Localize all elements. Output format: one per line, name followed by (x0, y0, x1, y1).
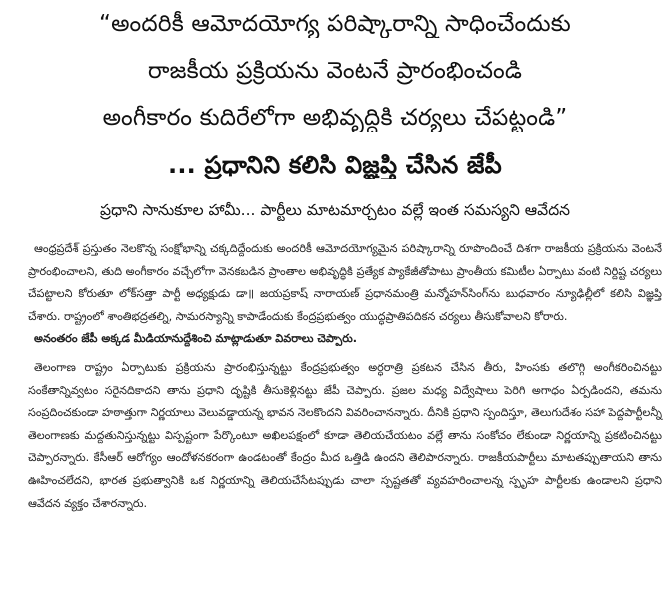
headline-line-2: రాజకీయ ప్రక్రియను వెంటనే ప్రారంభించండి (147, 58, 523, 84)
article-body (28, 238, 662, 515)
headline-line-4: ... ప్రధానిని కలిసి విజ్ఞప్తి చేసిన జేపీ (168, 151, 502, 179)
paragraph-1: ఆంధ్రప్రదేశ్ ప్రస్తుతం నెలకొన్న సంక్షోభాన్ని చక్కదిద్దేందుకు అందరికీ ఆమోదయోగ్యమైన పరిష్కారాన్ని రూపొందించే దిశగా రాజకీయ ప్రక్రియను వెంటనే ప్రారంభించాలని, తుది అంగీకారం వచ్చేలోగా వెనకబడిన ప్రాంతాల అభివృద్ధికి ప్రత్యేక ప్యాకేజీతోపాటు ప్రాంతీయ కమిటీల ఏర్పాటు వంటి నిర్దిష్ట చర్యలు చేపట్టాలని కోరుతూ లోక్‌సత్తా పార్టీ అధ్యక్షుడు డా॥ జయప్రకాష్ నారాయణ్ ప్రధానమంత్రి మన్మోహన్‌సింగ్‌ను బుధవారం న్యూఢిల్లీలో కలిసి విజ్ఞప్తి చేశారు. రాష్ట్రంలో శాంతిభద్రతల్ని, సామరస్యాన్ని కాపాడేందుకు కేంద్రప్రభుత్వం యుద్ధప్రాతిపదికన చర్యలు తీసుకోవాలని కోరారు. (28, 242, 662, 323)
headline-line-3: అంగీకారం కుదిరేలోగా అభివృద్ధికి చర్యలు చేపట్టండి” (102, 105, 568, 131)
paragraph-3: తెలంగాణ రాష్ట్రం ఏర్పాటుకు ప్రక్రియను ప్రారంభిస్తున్నట్టు కేంద్రప్రభుత్వం అర్ధరాత్రి ప్రకటన చేసిన తీరు, హింసకు తలొగ్గి అంగీకరించినట్టు సంకేతాన్నివ్వటం సరైనదికాదని తాను ప్రధాని దృష్టికి తీసుకెళ్లినట్టు జేపీ చెప్పారు. ప్రజల మధ్య విద్వేషాలు పెరిగి అగాధం ఏర్పడిందని, తమను సంప్రదించకుండా హఠాత్తుగా నిర్ణయాలు వెలువడ్డాయన్న భావన నెలకొందని వివరించానన్నారు. దీనికి ప్రధాని స్పందిస్తూ, తెలుగుదేశం సహా పెద్దపార్టీలన్నీ తెలంగాణకు మద్దతునిస్తున్నట్టు విస్పష్టంగా పేర్కొంటూ అఖిలపక్షంలో కూడా తెలియచేయటం వల్లే తాను సంకోచం లేకుండా నిర్ణయాన్ని ప్రకటించినట్టు చెప్పారన్నారు. కేసీఆర్ ఆరోగ్యం ఆందోళనకరంగా ఉండటంతో కేంద్రం మీద ఒత్తిడి ఉందని తెలిపారన్నారు. రాజకీయపార్టీలు మాటతప్పుతాయని తాను ఊహించలేదని, భారత ప్రభుత్వానికి ఒక నిర్ణయాన్ని తెలియచేసేటప్పుడు చాలా స్పష్టతతో వ్యవహరించాలన్న స్పృహ పార్టీలకు ఉండాలని ప్రధాని ఆవేదన వ్యక్తం చేశారన్నారు. (28, 360, 662, 510)
subheading: ప్రధాని సానుకూల హామీ... పార్టీలు మాటమార్చటం వల్లే ఇంత సమస్యని ఆవేదన (99, 201, 571, 219)
headline-line-1: “అందరికీ ఆమోదయోగ్య పరిష్కారాన్ని సాధించేందుకు (99, 11, 571, 37)
paragraph-2: అనంతరం జేపీ అక్కడ మీడియానుద్దేశించి మాట్లాడుతూ వివరాలు చెప్పారు. (34, 332, 357, 346)
